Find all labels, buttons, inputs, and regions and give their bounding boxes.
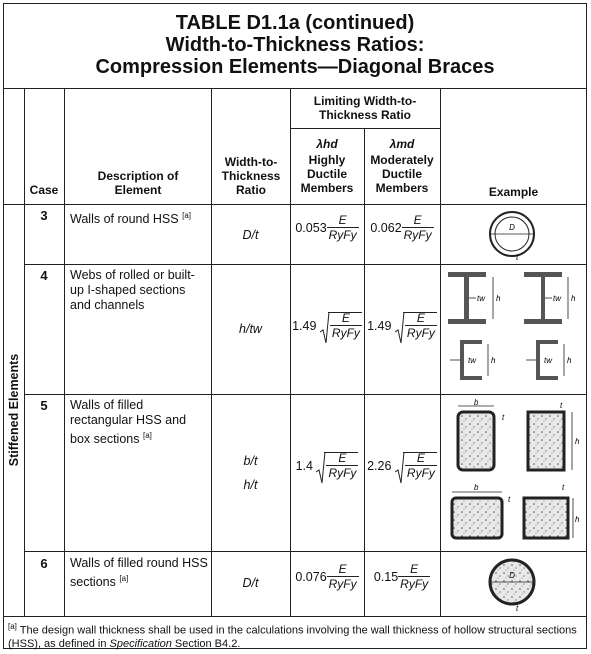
header-width-ratio: Width-to-Thickness Ratio	[221, 155, 281, 197]
label-t: t	[508, 495, 511, 504]
footnote-text: The design wall thickness shall be used in the calculations involving the wall thickness of hollow structural sections (HSS), as defined in	[8, 624, 577, 650]
footnote	[8, 620, 583, 651]
label-tw: tw	[553, 294, 561, 303]
header-case: Case	[29, 183, 59, 197]
lambda-md-4	[364, 312, 440, 340]
coef-hd-3: 0.053	[295, 221, 327, 235]
desc-5-text: Walls of filled rectangular HSS and box sections	[70, 398, 187, 447]
label-t: t	[516, 604, 519, 613]
row-divider-3	[24, 551, 587, 552]
frac-num: E	[338, 562, 347, 576]
frac-md-6	[398, 563, 430, 591]
case-5: 5	[40, 398, 48, 413]
round-hss-example	[486, 208, 542, 262]
coef-md-3: 0.062	[370, 221, 402, 235]
frac-hd-3	[327, 214, 359, 242]
frac-num: E	[338, 451, 347, 465]
label-D: D	[509, 223, 515, 232]
ratio-5b: h/t	[243, 478, 258, 492]
filled-rect-hss-examples	[444, 398, 586, 550]
note-5: [a]	[142, 431, 152, 440]
ratio-6: D/t	[242, 576, 259, 590]
col-divider-2	[211, 89, 212, 616]
sqrt-md-4	[395, 312, 437, 340]
note-3: [a]	[182, 211, 191, 220]
sqrt-hd-5	[316, 452, 358, 480]
group-label-text: Stiffened Elements	[7, 353, 21, 467]
label-h: h	[491, 356, 496, 365]
frac-den: RyFy	[328, 466, 357, 480]
header-example: Example	[488, 185, 539, 199]
coef-md-4: 1.49	[367, 319, 392, 333]
footnote-tail: Section B4.2.	[171, 637, 241, 650]
col-divider-3	[290, 89, 291, 616]
sqrt-hd-4	[320, 312, 362, 340]
frac-num: E	[410, 562, 419, 576]
frac-num: E	[416, 311, 425, 325]
row-divider-1	[24, 264, 587, 265]
lambda-md-3	[364, 214, 440, 242]
desc-6-text: Walls of filled round HSS sections	[70, 556, 208, 590]
label-tw: tw	[468, 356, 476, 365]
desc-4: Webs of rolled or built-up I-shaped sections and channels	[70, 268, 195, 312]
frac-den: RyFy	[331, 326, 360, 340]
label-t: t	[516, 253, 519, 262]
frac-hd-6	[327, 563, 359, 591]
frac-num: E	[341, 311, 350, 325]
label-tw: tw	[477, 294, 485, 303]
header-lambda-hd: λhd	[316, 137, 338, 151]
label-h: h	[567, 356, 572, 365]
filled-box-wide-2	[524, 483, 580, 538]
built-up-i-shape	[524, 272, 576, 324]
label-h: h	[571, 294, 576, 303]
title-line-3: Compression Elements—Diagonal Braces	[95, 56, 495, 78]
label-t: t	[562, 483, 565, 492]
coef-md-5: 2.26	[367, 459, 392, 473]
frac-num: E	[338, 213, 347, 227]
ratio-3: D/t	[242, 228, 259, 242]
frac-md-3	[402, 214, 434, 242]
header-bottom-rule	[3, 204, 587, 205]
channel-shape-2	[526, 340, 572, 380]
title-line-2: Width-to-Thickness Ratios:	[165, 34, 425, 56]
lambda-hd-3	[290, 214, 364, 242]
sqrt-md-5	[395, 452, 437, 480]
label-h: h	[575, 515, 580, 524]
label-t: t	[560, 401, 563, 410]
row-divider-2	[24, 394, 587, 395]
lambda-md-6	[364, 563, 440, 591]
coef-hd-5: 1.4	[295, 459, 313, 473]
label-b: b	[474, 483, 479, 492]
frac-den: RyFy	[328, 228, 357, 242]
col-divider-5	[440, 89, 441, 616]
frac-num: E	[413, 213, 422, 227]
ratio-5a: b/t	[243, 454, 258, 468]
frac-den: RyFy	[406, 466, 435, 480]
label-h: h	[575, 437, 580, 446]
header-highly-ductile: Highly Ductile Members	[300, 153, 354, 195]
coef-hd-4: 1.49	[292, 319, 317, 333]
group-label-stiffened	[4, 205, 24, 615]
desc-3	[70, 208, 208, 227]
filled-box-wide-1	[452, 483, 511, 538]
desc-5	[70, 398, 208, 447]
filled-box-tall-1	[458, 398, 505, 470]
rolled-i-shape	[448, 272, 501, 324]
footnote-rule	[3, 616, 587, 617]
coef-hd-6: 0.076	[295, 570, 327, 584]
frac-num: E	[416, 451, 425, 465]
header-limiting: Limiting Width-to-Thickness Ratio	[313, 94, 417, 122]
frac-den: RyFy	[400, 577, 429, 591]
table-title	[3, 3, 587, 89]
col-divider-4	[364, 128, 365, 616]
frac-den: RyFy	[328, 577, 357, 591]
frac-den: RyFy	[406, 326, 435, 340]
label-h: h	[496, 294, 501, 303]
ratio-4: h/tw	[239, 322, 262, 336]
channel-shape-1	[450, 340, 496, 380]
note-6: [a]	[119, 574, 129, 583]
i-shape-and-channel-examples	[444, 268, 586, 392]
header-moderately-ductile: Moderately Ductile Members	[370, 153, 434, 195]
lambda-hd-4	[290, 312, 364, 340]
lambda-hd-5	[290, 452, 364, 480]
lambda-md-5	[364, 452, 440, 480]
label-D: D	[509, 571, 515, 580]
case-6: 6	[40, 556, 48, 571]
header-description: Description of Element	[97, 169, 179, 197]
col-divider-1	[64, 89, 65, 616]
title-line-1: TABLE D1.1a (continued)	[175, 12, 415, 34]
header-lambda-md: λmd	[389, 137, 415, 151]
label-t: t	[502, 413, 505, 422]
footnote-mark: [a]	[8, 622, 17, 631]
footnote-spec: Specification	[109, 637, 172, 650]
frac-den: RyFy	[403, 228, 432, 242]
case-4: 4	[40, 268, 48, 283]
filled-box-tall-2	[528, 401, 580, 470]
label-tw: tw	[544, 356, 552, 365]
coef-md-6: 0.15	[373, 570, 399, 584]
col-divider-0	[24, 89, 25, 616]
case-3: 3	[40, 208, 48, 223]
subheader-divider	[290, 128, 440, 129]
desc-6	[70, 556, 208, 590]
desc-3-text: Walls of round HSS	[70, 212, 179, 227]
label-b: b	[474, 398, 479, 407]
filled-round-hss-example	[486, 555, 542, 613]
lambda-hd-6	[290, 563, 364, 591]
